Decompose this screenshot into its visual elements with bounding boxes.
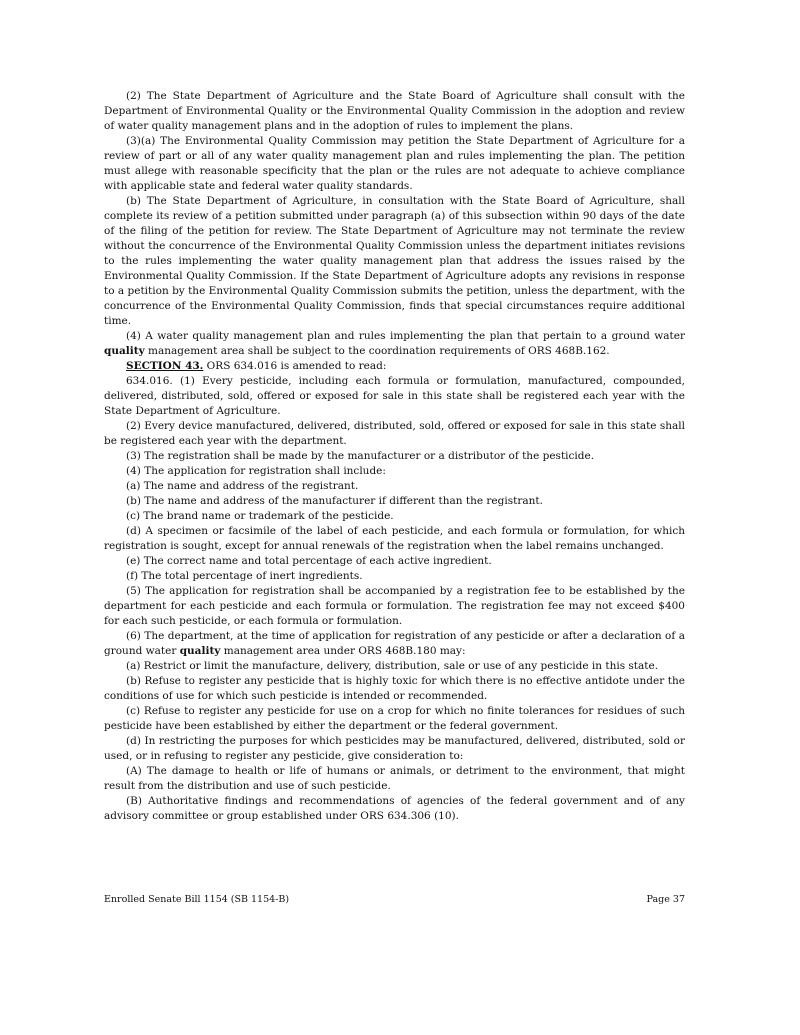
- paragraph: (3)(a) The Environmental Quality Commission may petition the State Department of Agriculture for a review of part or all of any water quality management plan and rules implementing the plan. The petition must allege with reasonable specificity that the plan or the rules are not adequate to achieve compliance with applicable state and federal water quality standards.: [104, 135, 685, 192]
- paragraph: (2) The State Department of Agriculture and the State Board of Agriculture shall consult with the Department of Environmental Quality or the Environmental Quality Commission in the adoption and review of water quality management plans and in the adoption of rules to implement the plans.: [104, 90, 685, 132]
- text: ORS 634.016 is amended to read:: [203, 360, 387, 372]
- paragraph: (d) A specimen or facsimile of the label of each pesticide, and each formula or formulation, for which registration is sought, except for annual renewals of the registration when the label remains unchanged.: [104, 525, 685, 552]
- paragraph: 634.016. (1) Every pesticide, including each formula or formulation, manufactured, compounded, delivered, distributed, sold, offered or exposed for sale in this state shall be registered each year with the State Department of Agriculture.: [104, 375, 685, 417]
- page-footer: [104, 894, 685, 905]
- paragraph: (A) The damage to health or life of humans or animals, or detriment to the environment, that might result from the distribution and use of such pesticide.: [104, 765, 685, 792]
- paragraph: (b) The name and address of the manufacturer if different than the registrant.: [126, 495, 543, 507]
- paragraph: (4) The application for registration shall include:: [126, 465, 386, 477]
- text: (6) The department, at the time of application for registration of any pesticide or after a declaration of a ground water: [104, 630, 685, 657]
- paragraph: (5) The application for registration shall be accompanied by a registration fee to be established by the department for each pesticide and each formula or formulation. The registration fee may not exceed $400 for each such pesticide, or each formula or formulation.: [104, 585, 685, 627]
- paragraph: (f) The total percentage of inert ingredients.: [126, 570, 363, 582]
- text: management area shall be subject to the coordination requirements of ORS 468B.162.: [144, 345, 610, 357]
- paragraph: (b) The State Department of Agriculture, in consultation with the State Board of Agriculture, shall complete its review of a petition submitted under paragraph (a) of this subsection within 90 days of the date of the filing of the petition for review. The State Department of Agriculture may not terminate the review without the concurrence of the Environmental Quality Commission unless the department initiates revisions to the rules implementing the water quality management plan that address the issues raised by the Environmental Quality Commission. If the State Department of Agriculture adopts any revisions in response to a petition by the Environmental Quality Commission submits the petition, unless the department, with the concurrence of the Environmental Quality Commission, finds that special circumstances require additional time.: [104, 195, 685, 327]
- paragraph: (e) The correct name and total percentage of each active ingredient.: [126, 555, 492, 567]
- paragraph: (a) Restrict or limit the manufacture, delivery, distribution, sale or use of any pesticide in this state.: [126, 660, 659, 672]
- paragraph: (c) The brand name or trademark of the pesticide.: [126, 510, 394, 522]
- text: management area under ORS 468B.180 may:: [220, 645, 466, 657]
- section-line: [104, 359, 685, 374]
- bold-term: quality: [179, 645, 221, 657]
- text: (4) A water quality management plan and rules implementing the plan that pertain to a ground water: [126, 330, 685, 342]
- paragraph: (d) In restricting the purposes for which pesticides may be manufactured, delivered, distributed, sold or used, or in refusing to register any pesticide, give consideration to:: [104, 735, 685, 762]
- paragraph: (3) The registration shall be made by the manufacturer or a distributor of the pesticide.: [126, 450, 595, 462]
- paragraph: (c) Refuse to register any pesticide for use on a crop for which no finite tolerances for residues of such pesticide have been established by either the department or the federal government.: [104, 705, 685, 732]
- paragraph: (2) Every device manufactured, delivered, distributed, sold, offered or exposed for sale in this state shall be registered each year with the department.: [104, 420, 685, 447]
- document-body: [104, 89, 685, 824]
- paragraph: [104, 329, 685, 359]
- paragraph: (a) The name and address of the registrant.: [126, 480, 359, 492]
- bold-term: quality: [104, 345, 145, 357]
- paragraph: [104, 629, 685, 659]
- section-heading: SECTION 43.: [126, 360, 204, 372]
- page-number: Page 37: [646, 894, 685, 905]
- paragraph: (B) Authoritative findings and recommendations of agencies of the federal government and of any advisory committee or group established under ORS 634.306 (10).: [104, 795, 685, 822]
- bill-identifier: Enrolled Senate Bill 1154 (SB 1154-B): [104, 894, 290, 905]
- paragraph: (b) Refuse to register any pesticide that is highly toxic for which there is no effective antidote under the conditions of use for which such pesticide is intended or recommended.: [104, 675, 685, 702]
